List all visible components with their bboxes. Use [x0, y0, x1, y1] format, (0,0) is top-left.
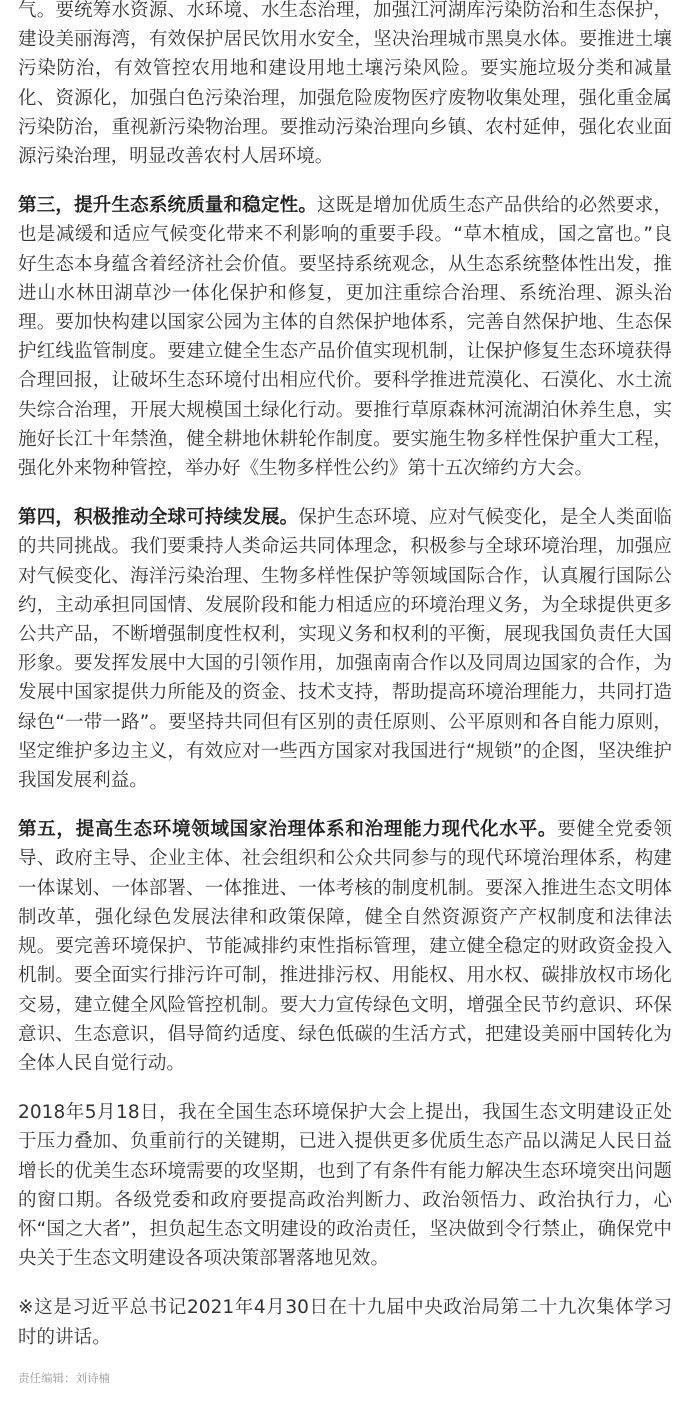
- paragraph-heading: 第四，积极推动全球可持续发展。: [18, 507, 299, 529]
- paragraph-text: 气。要统筹水资源、水环境、水生态治理，加强江河湖库污染防治和生态保护，建设美丽海湾，有效保护居民饮用水安全，坚决治理城市黑臭水体。要推进土壤污染防治，有效管控农用地和建设用地土壤污染风险。要实施垃圾分类和减量化、资源化，加强白色污染治理，加强危险废物医疗废物收集处理，强化重金属污染防治，重视新污染物治理。要推动污染治理向乡镇、农村延伸，强化农业面源污染治理，明显改善农村人居环境。: [18, 0, 672, 168]
- paragraph-conference-2018: [18, 1098, 672, 1273]
- paragraph-governance-modernization: [18, 815, 672, 1078]
- paragraph-text: ※这是习近平总书记2021年4月30日在十九届中央政治局第二十九次集体学习时的讲话。: [18, 1297, 672, 1348]
- paragraph-heading: 第三，提升生态系统质量和稳定性。: [18, 195, 318, 217]
- paragraph-text: 这既是增加优质生态产品供给的必然要求，也是减缓和适应气候变化带来不利影响的重要手段。“草木植成，国之富也。”良好生态本身蕴含着经济社会价值。要坚持系统观念，从生态系统整体性出发，推进山水林田湖草沙一体化保护和修复，更加注重综合治理、系统治理、源头治理。要加快构建以国家公园为主体的自然保护地体系，完善自然保护地、生态保护红线监管制度。要建立健全生态产品价值实现机制，让保护修复生态环境获得合理回报，让破坏生态环境付出相应代价。要科学推进荒漠化、石漠化、水土流失综合治理，开展大规模国土绿化行动。要推行草原森林河流湖泊休养生息，实施好长江十年禁渔，健全耕地休耕轮作制度。要实施生物多样性保护重大工程，强化外来物种管控，举办好《生物多样性公约》第十五次缔约方大会。: [18, 195, 672, 480]
- paragraph-text: 2018年5月18日，我在全国生态环境保护大会上提出，我国生态文明建设正处于压力叠加、负重前行的关键期，已进入提供更多优质生态产品以满足人民日益增长的优美生态环境需要的攻坚期，也到了有条件有能力解决生态环境突出问题的窗口期。各级党委和政府要提高政治判断力、政治领悟力、政治执行力，心怀“国之大者”，担负起生态文明建设的政治责任，坚决做到令行禁止，确保党中央关于生态文明建设各项决策部署落地见效。: [18, 1102, 672, 1270]
- paragraph-text: 要健全党委领导、政府主导、企业主体、社会组织和公众共同参与的现代环境治理体系，构建一体谋划、一体部署、一体推进、一体考核的制度机制。要深入推进生态文明体制改革，强化绿色发展法律和政策保障，健全自然资源资产产权制度和法律法规。要完善环境保护、节能减排约束性指标管理，建立健全稳定的财政资金投入机制。要全面实行排污许可制，推进排污权、用能权、用水权、碳排放权市场化交易，建立健全风险管控机制。要大力宣传绿色文明，增强全民节约意识、环保意识、生态意识，倡导简约适度、绿色低碳的生活方式，把建设美丽中国转化为全体人民自觉行动。: [18, 819, 672, 1074]
- paragraph-heading: 第五，提高生态环境领域国家治理体系和治理能力现代化水平。: [18, 819, 558, 841]
- paragraph-ecosystem-quality: [18, 191, 672, 483]
- paragraph-source-note: [18, 1293, 672, 1351]
- paragraph-global-sustainability: [18, 503, 672, 795]
- paragraph-text: 保护生态环境、应对气候变化，是全人类面临的共同挑战。我们要秉持人类命运共同体理念，积极参与全球环境治理，加强应对气候变化、海洋污染治理、生物多样性保护等领域国际合作，认真履行国际公约，主动承担同国情、发展阶段和能力相适应的环境治理义务，为全球提供更多公共产品，不断增强制度性权利，实现义务和权利的平衡，展现我国负责任大国形象。要发挥发展中大国的引领作用，加强南南合作以及同周边国家的合作，为发展中国家提供力所能及的资金、技术支持，帮助提高环境治理能力，共同打造绿色“一带一路”。要坚持共同但有区别的责任原则、公平原则和各自能力原则，坚定维护多边主义，有效应对一些西方国家对我国进行“规锁”的企图，坚决维护我国发展利益。: [18, 507, 672, 792]
- paragraph-pollution-control: [18, 0, 672, 171]
- responsible-editor: 责任编辑：刘诗楠: [18, 1370, 110, 1385]
